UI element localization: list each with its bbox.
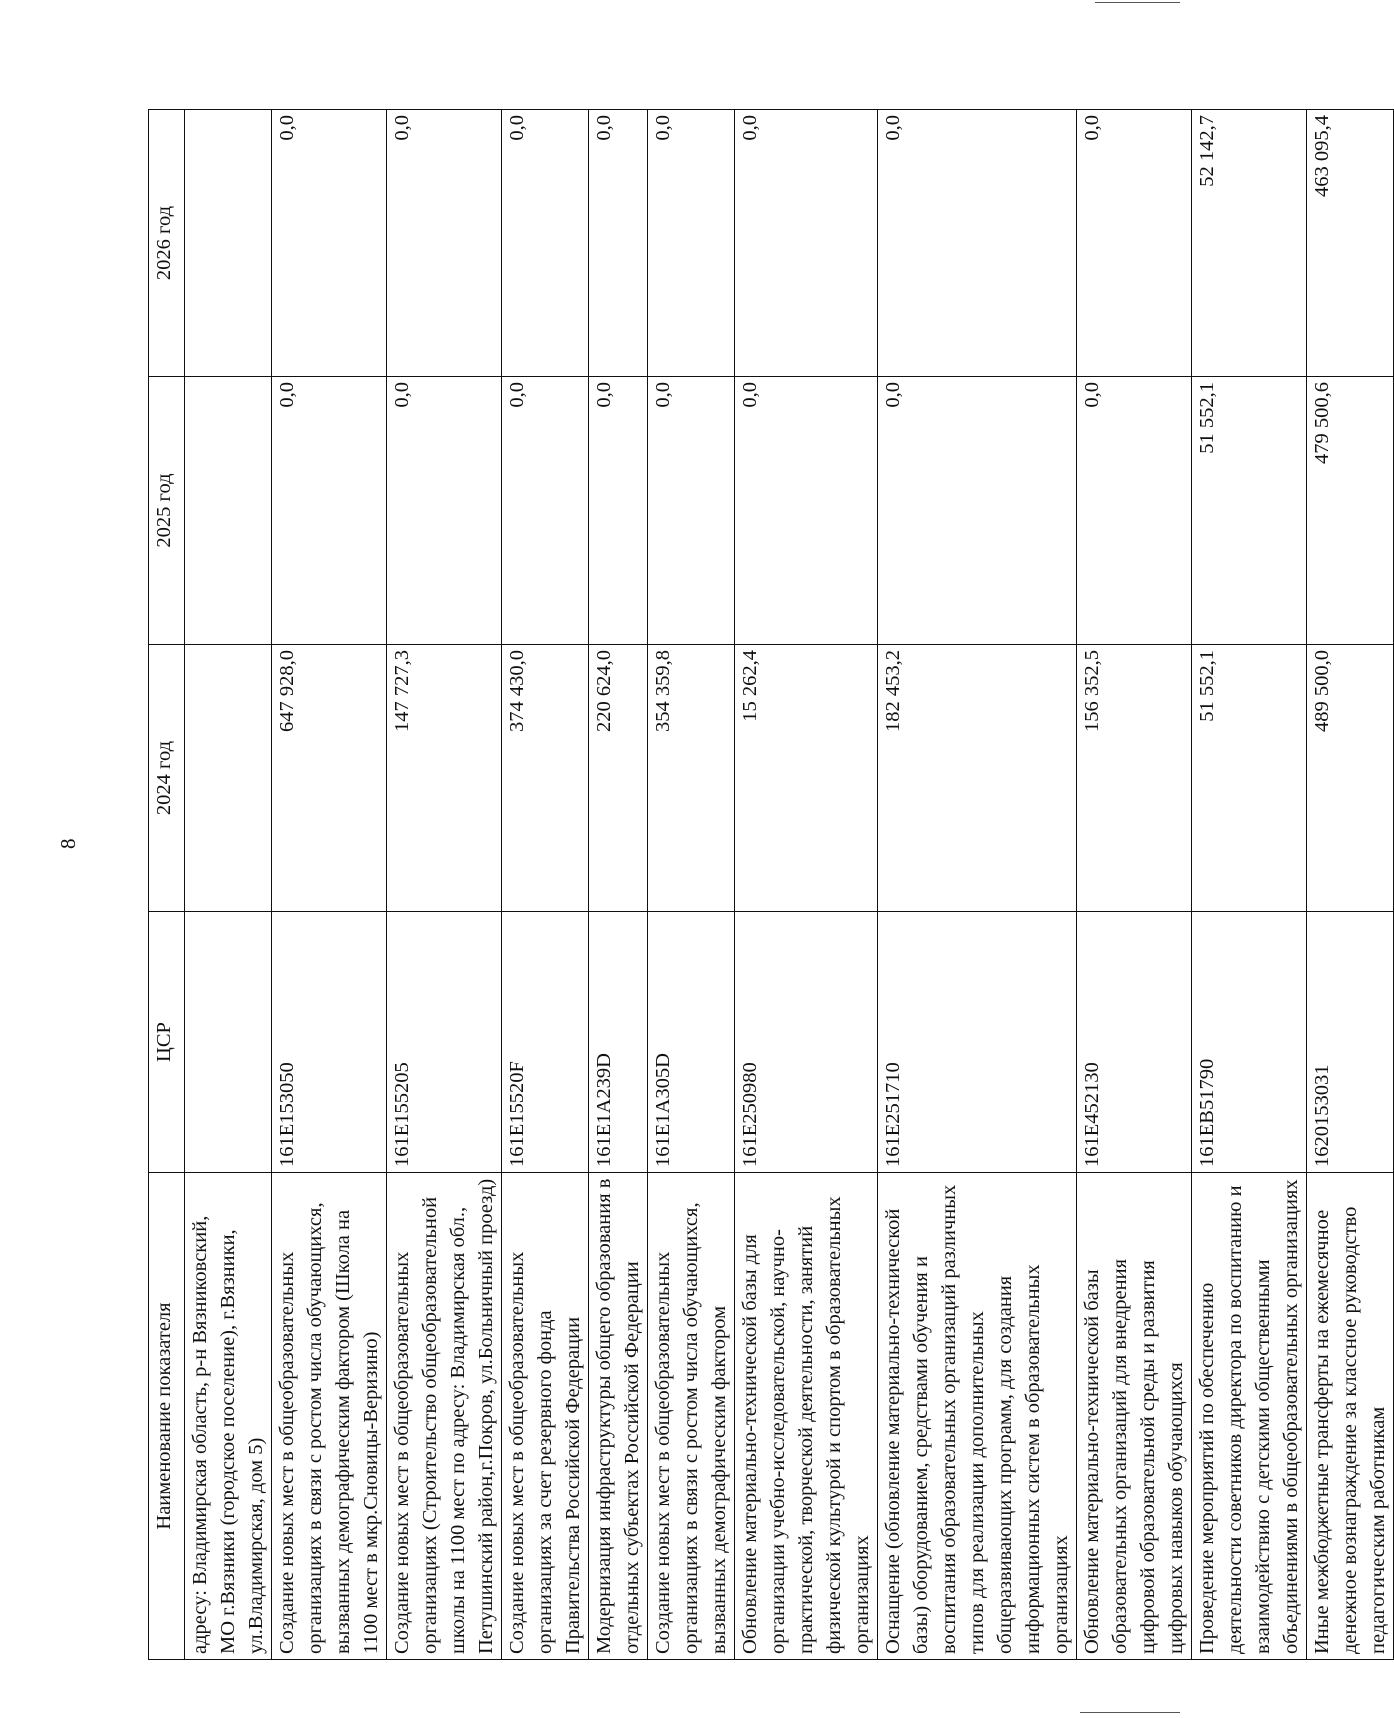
row-2024: 374 430,0 bbox=[502, 645, 589, 912]
row-name: Обновление материально-технической базы образовательных организаций для внедрения цифровой образовательной среды и развития цифровых навыков обучающихся bbox=[1077, 1173, 1192, 1660]
header-code: ЦСР bbox=[149, 912, 185, 1173]
header-2025: 2025 год bbox=[149, 377, 185, 645]
row-2024: 489 500,0 bbox=[1307, 645, 1394, 912]
row-2025: 51 552,1 bbox=[1192, 377, 1307, 645]
table-row bbox=[272, 110, 387, 1660]
row-2025: 0,0 bbox=[589, 377, 648, 645]
table-row bbox=[735, 110, 878, 1660]
row-code: 161E155205 bbox=[387, 912, 502, 1173]
row-2025: 0,0 bbox=[648, 377, 735, 645]
row-code: 1620153031 bbox=[1307, 912, 1394, 1173]
row-2026: 0,0 bbox=[387, 110, 502, 377]
table-row bbox=[387, 110, 502, 1660]
row-2026: 0,0 bbox=[878, 110, 1077, 377]
row-2024 bbox=[185, 645, 272, 912]
row-name: Проведение мероприятий по обеспечению деятельности советников директора по воспитанию и взаимодействию с детскими общественными объединениями в общеобразовательных организациях bbox=[1192, 1173, 1307, 1660]
row-code: 161E1A305D bbox=[648, 912, 735, 1173]
table-row bbox=[648, 110, 735, 1660]
row-2024: 51 552,1 bbox=[1192, 645, 1307, 912]
row-2025: 0,0 bbox=[272, 377, 387, 645]
row-code: 161E153050 bbox=[272, 912, 387, 1173]
table-row bbox=[185, 110, 272, 1660]
table-row bbox=[1192, 110, 1307, 1660]
header-name: Наименование показателя bbox=[149, 1173, 185, 1660]
row-2025: 0,0 bbox=[502, 377, 589, 645]
row-name: адресу: Владимирская область, р-н Вязниковский, МО г.Вязники (городское поселение), г.Вязники, ул.Владимирская, дом 5) bbox=[185, 1173, 272, 1660]
row-2024: 647 928,0 bbox=[272, 645, 387, 912]
row-2025 bbox=[185, 377, 272, 645]
row-2025: 0,0 bbox=[1077, 377, 1192, 645]
rotated-table-container bbox=[148, 110, 1389, 1660]
row-code: 161E251710 bbox=[878, 912, 1077, 1173]
row-name: Создание новых мест в общеобразовательных организациях в связи с ростом числа обучающихся, вызванных демографическим фактором bbox=[648, 1173, 735, 1660]
row-name: Создание новых мест в общеобразовательных организациях в связи с ростом числа обучающихся, вызванных демографическим фактором (Школа на 1100 мест в мкр.Сновицы-Веризино) bbox=[272, 1173, 387, 1660]
row-2026: 52 142,7 bbox=[1192, 110, 1307, 377]
row-2025: 479 500,6 bbox=[1307, 377, 1394, 645]
row-name: Модернизация инфраструктуры общего образования в отдельных субъектах Российской Федерации bbox=[589, 1173, 648, 1660]
row-code: 161E1A239D bbox=[589, 912, 648, 1173]
row-2024: 156 352,5 bbox=[1077, 645, 1192, 912]
row-code: 161E15520F bbox=[502, 912, 589, 1173]
row-2024: 147 727,3 bbox=[387, 645, 502, 912]
row-2024: 354 359,8 bbox=[648, 645, 735, 912]
row-code bbox=[185, 912, 272, 1173]
table-row bbox=[878, 110, 1077, 1660]
budget-table bbox=[148, 109, 1394, 1660]
row-code: 161EB51790 bbox=[1192, 912, 1307, 1173]
row-name: Обновление материально-технической базы для организации учебно-исследовательской, научно-практической, творческой деятельности, занятий физической культурой и спортом в образовательных организациях bbox=[735, 1173, 878, 1660]
row-2026: 0,0 bbox=[648, 110, 735, 377]
row-2026: 0,0 bbox=[272, 110, 387, 377]
table-row bbox=[589, 110, 648, 1660]
page-number: 8 bbox=[56, 838, 80, 849]
scan-artifact-line bbox=[1080, 1712, 1180, 1713]
scan-artifact-line bbox=[1095, 2, 1180, 3]
row-2026 bbox=[185, 110, 272, 377]
row-2024: 220 624,0 bbox=[589, 645, 648, 912]
table-row bbox=[1307, 110, 1394, 1660]
row-name: Иные межбюджетные трансферты на ежемесячное денежное вознаграждение за классное руководство педагогическим работникам bbox=[1307, 1173, 1394, 1660]
table-row bbox=[502, 110, 589, 1660]
row-2026: 463 095,4 bbox=[1307, 110, 1394, 377]
table-header-row bbox=[149, 110, 185, 1660]
row-name: Оснащение (обновление материально-технической базы) оборудованием, средствами обучения и воспитания образовательных организаций различных типов для реализации дополнительных общеразвивающих программ, для создания информационных систем в образовательных организациях bbox=[878, 1173, 1077, 1660]
header-2024: 2024 год bbox=[149, 645, 185, 912]
table-row bbox=[1077, 110, 1192, 1660]
row-2025: 0,0 bbox=[878, 377, 1077, 645]
row-code: 161E250980 bbox=[735, 912, 878, 1173]
row-2025: 0,0 bbox=[387, 377, 502, 645]
row-2026: 0,0 bbox=[735, 110, 878, 377]
header-2026: 2026 год bbox=[149, 110, 185, 377]
row-2025: 0,0 bbox=[735, 377, 878, 645]
row-name: Создание новых мест в общеобразовательных организациях за счет резервного фонда Правительства Российской Федерации bbox=[502, 1173, 589, 1660]
row-2024: 182 453,2 bbox=[878, 645, 1077, 912]
row-name: Создание новых мест в общеобразовательных организациях (Строительство общеобразовательной школы на 1100 мест по адресу: Владимирская обл., Петушинский район,г.Покров, ул.Больничный проезд) bbox=[387, 1173, 502, 1660]
row-code: 161E452130 bbox=[1077, 912, 1192, 1173]
row-2024: 15 262,4 bbox=[735, 645, 878, 912]
row-2026: 0,0 bbox=[1077, 110, 1192, 377]
row-2026: 0,0 bbox=[502, 110, 589, 377]
row-2026: 0,0 bbox=[589, 110, 648, 377]
